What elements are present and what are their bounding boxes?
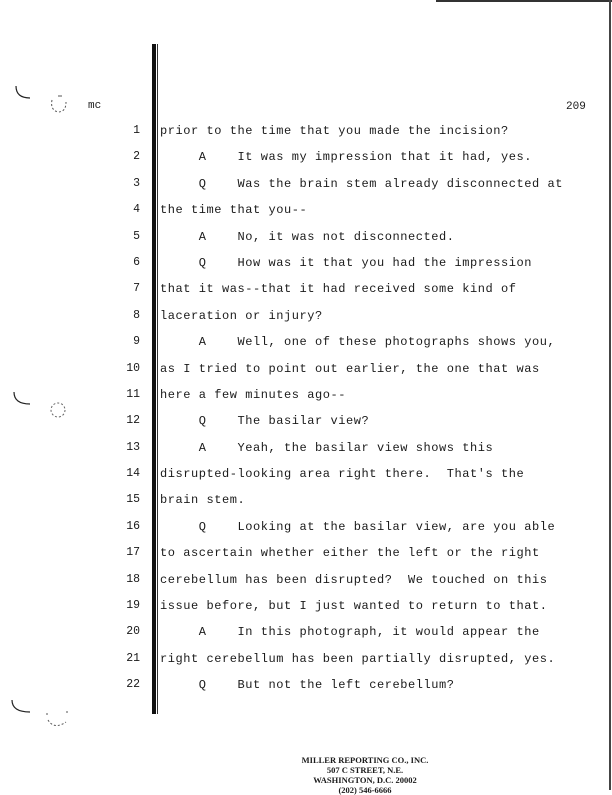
transcript-line [0, 333, 612, 359]
transcript-line [0, 412, 612, 438]
line-number: 14 [126, 467, 140, 481]
line-text: laceration or injury? [160, 308, 323, 323]
transcript-line [0, 148, 612, 174]
transcript-line [0, 623, 612, 649]
line-text: as I tried to point out earlier, the one that was [160, 361, 540, 376]
line-text: issue before, but I just wanted to return to that. [160, 599, 548, 614]
line-number: 15 [126, 493, 140, 507]
transcript-line [0, 465, 612, 491]
punch-hole-mark-bottom [10, 696, 70, 740]
top-edge-rule [436, 0, 612, 2]
transcript-line [0, 571, 612, 597]
transcript-line [0, 491, 612, 517]
line-text: A Well, one of these photographs shows you, [160, 335, 556, 350]
line-number: 6 [133, 255, 140, 269]
line-text: Q Was the brain stem already disconnected at [160, 176, 564, 191]
line-number: 4 [133, 203, 140, 217]
transcript-line [0, 676, 612, 702]
line-number: 8 [133, 308, 140, 322]
line-number: 1 [133, 124, 140, 137]
line-number: 18 [126, 572, 140, 586]
line-number: 2 [133, 150, 140, 164]
line-text: the time that you-- [160, 203, 308, 218]
line-text: Q The basilar view? [160, 414, 370, 429]
line-number: 20 [126, 625, 140, 639]
transcript-line [0, 544, 612, 570]
line-text: right cerebellum has been partially disrupted, yes. [160, 651, 556, 666]
line-text: prior to the time that you made the incision? [160, 124, 509, 138]
line-number: 19 [126, 599, 140, 613]
transcript-line [0, 650, 612, 676]
line-text: cerebellum has been disrupted? We touched on this [160, 572, 548, 587]
line-number: 21 [126, 651, 140, 665]
transcript-line [0, 254, 612, 280]
line-text: that it was--that it had received some kind of [160, 282, 517, 297]
reporter-initials: mc [88, 100, 102, 112]
line-number: 17 [126, 546, 140, 560]
line-number: 12 [126, 414, 140, 428]
transcript-line [0, 280, 612, 306]
line-text: brain stem. [160, 493, 246, 508]
transcript-line [0, 175, 612, 201]
transcript-line [0, 518, 612, 544]
footer-city: WASHINGTON, D.C. 20002 [313, 775, 417, 785]
line-text: to ascertain whether either the left or the right [160, 546, 540, 561]
footer-company: MILLER REPORTING CO., INC. [301, 755, 429, 765]
line-number: 10 [126, 361, 140, 375]
transcript-line [0, 439, 612, 465]
transcript-line [0, 597, 612, 623]
line-number: 22 [126, 678, 140, 692]
punch-hole-mark-top [10, 82, 70, 126]
line-number: 3 [133, 176, 140, 190]
transcript-lines [0, 122, 612, 703]
line-text: A In this photograph, it would appear the [160, 625, 540, 640]
line-text: Q How was it that you had the impression [160, 255, 533, 270]
transcript-line [0, 360, 612, 386]
line-number: 16 [126, 519, 140, 533]
line-number: 13 [126, 440, 140, 454]
transcript-line [0, 307, 612, 333]
line-text: A Yeah, the basilar view shows this [160, 440, 494, 455]
line-text: A It was my impression that it had, yes. [160, 150, 533, 165]
transcript-line [0, 386, 612, 412]
transcript-line [0, 228, 612, 254]
line-number: 5 [133, 229, 140, 243]
line-number: 7 [133, 282, 140, 296]
transcript-line [0, 122, 612, 148]
reporter-footer [250, 755, 480, 795]
line-number: 9 [133, 335, 140, 349]
footer-phone: (202) 546-6666 [338, 785, 392, 795]
line-number: 11 [126, 387, 140, 401]
line-text: here a few minutes ago-- [160, 387, 347, 402]
line-text: Q But not the left cerebellum? [160, 678, 455, 693]
line-text: Q Looking at the basilar view, are you able [160, 519, 556, 534]
line-text: disrupted-looking area right there. That's the [160, 467, 525, 482]
transcript-line [0, 201, 612, 227]
line-text: A No, it was not disconnected. [160, 229, 455, 244]
footer-street: 507 C STREET, N.E. [326, 765, 404, 775]
page-number: 209 [566, 101, 586, 113]
